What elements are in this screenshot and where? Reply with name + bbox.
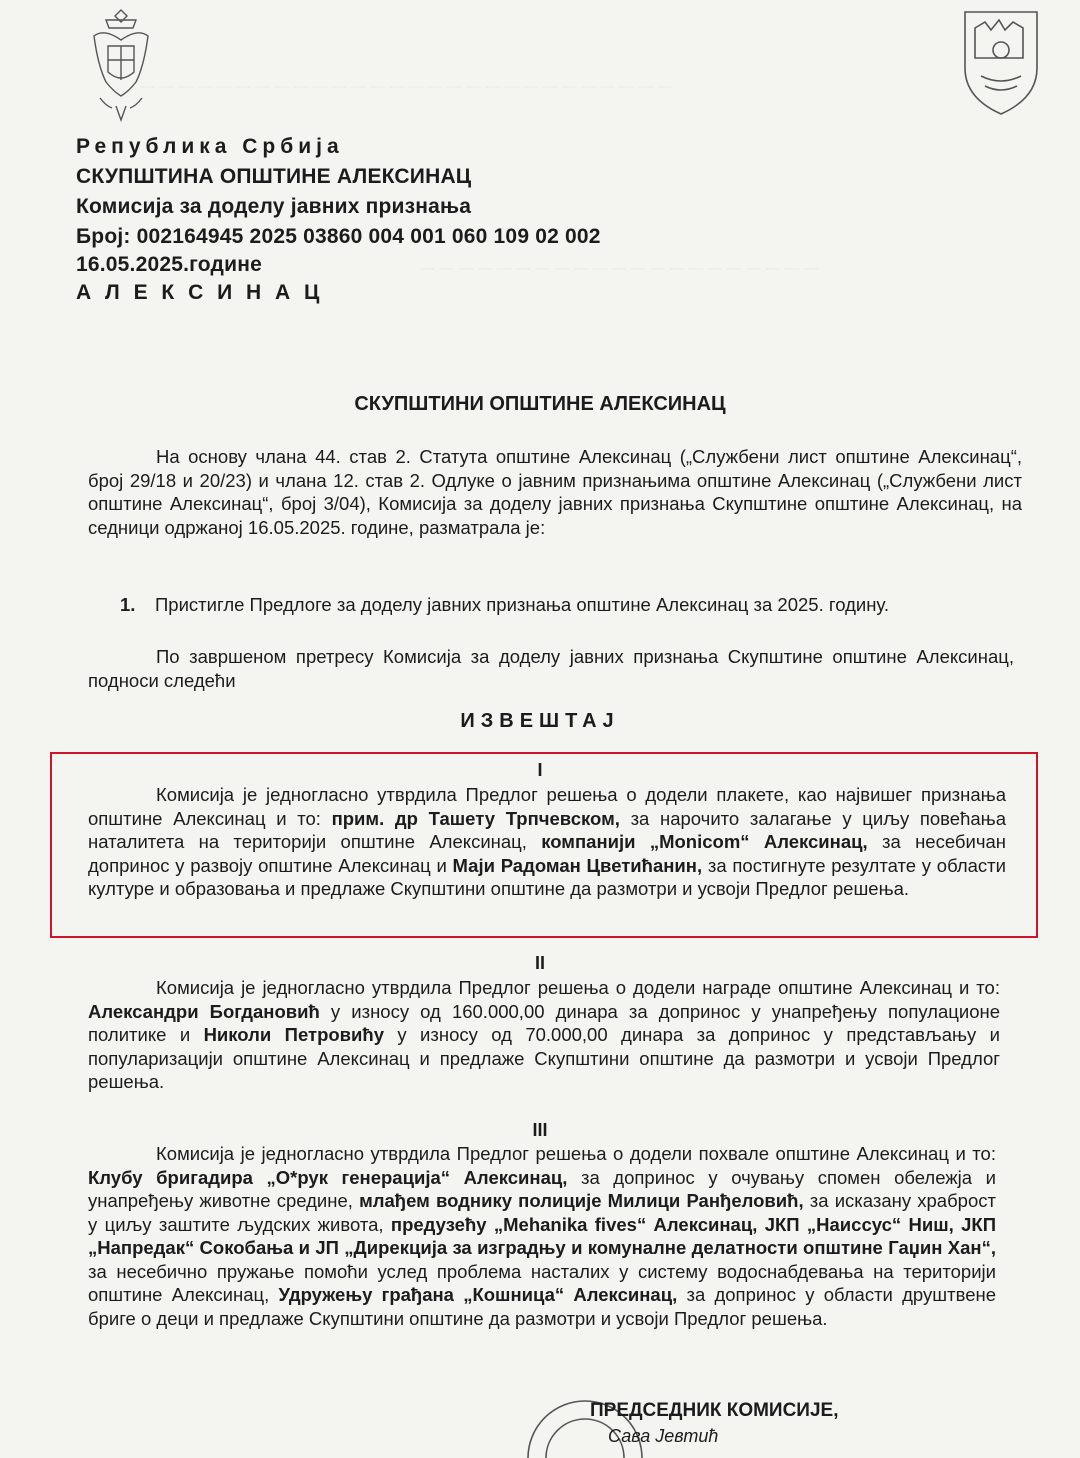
list-item-number: 1. bbox=[120, 594, 136, 615]
after-debate-text: По завршеном претресу Комисија за доделу јавних признања Скупштине општине Алексинац, подноси следећи bbox=[88, 646, 1014, 691]
awardee-name: компанији „Monicom“ Алексинац, bbox=[541, 831, 868, 852]
list-item-text: Пристигле Предлоге за доделу јавних признања општине Алексинац за 2025. годину. bbox=[155, 594, 889, 615]
awardee-name: Николи Петровићу bbox=[203, 1024, 385, 1045]
section-3-paragraph bbox=[88, 1142, 996, 1330]
header-country: Република Србија bbox=[76, 135, 344, 158]
awardee-name: прим. др Ташету Трпчевском, bbox=[331, 807, 620, 829]
awardee-name: Клубу бригадира „О*рук генерација“ Алексинац, bbox=[88, 1166, 568, 1188]
section-1-text: Комисија је једногласно утврдила Предлог решења о додели плакете, као највишег признања општине Алексинац и то: bbox=[88, 784, 1006, 829]
section-1-text: за несебичан допринос у развоју општине Алексинац и bbox=[88, 831, 1006, 876]
section-2-text: Комисија је једногласно утврдила Предлог решења о додели награде општине Алексинац и то: bbox=[156, 977, 1000, 998]
section-numeral: III bbox=[532, 1120, 548, 1140]
section-1-paragraph bbox=[88, 783, 1006, 901]
awardee-name: Маји Радоман Цветићанин, bbox=[452, 854, 703, 876]
section-1-text: за постигнуте резултате у области културе и образовања и предлаже Скупштини општине да размотри и усвоји Предлог решења. bbox=[88, 854, 1006, 899]
header-date: 16.05.2025.године bbox=[76, 253, 262, 276]
section-3-text: за несебично пружање помоћи услед проблема насталих у систему водоснабдевања на територији општине Алексинац, bbox=[88, 1260, 996, 1305]
section-2-text: у износу од 70.000,00 динара за допринос у представљању и популаризацији општине Алексинац и предлаже Скупштини општине да размотри и усвоји Предлог решења. bbox=[88, 1024, 1000, 1092]
show-through-text: — — — — — — — — — — — — — — — — — — — — — bbox=[420, 260, 819, 277]
report-title: ИЗВЕШТАЈ bbox=[460, 710, 620, 732]
signature-name: Сава Јевтић bbox=[608, 1426, 719, 1446]
header-city: А Л Е К С И Н А Ц bbox=[76, 281, 324, 304]
awardee-name: млађем воднику полиције Милици Ранђеловић, bbox=[359, 1190, 804, 1211]
coat-of-arms-icon bbox=[86, 6, 156, 126]
intro-paragraph bbox=[88, 445, 1022, 539]
section-2-paragraph bbox=[88, 976, 1000, 1094]
section-2-text: у износу од 160.000,00 динара за допринос у унапређењу популационе политике и bbox=[88, 1000, 1000, 1045]
show-through-text: — — — — — — — — — — — — — — — — — — — — — — — — — — — — bbox=[140, 78, 673, 95]
awardee-name: Удружењу грађана „Кошница“ Алексинац, bbox=[278, 1284, 678, 1305]
header-number: Број: 002164945 2025 03860 004 001 060 109 02 002 bbox=[76, 225, 601, 248]
municipal-emblem-icon bbox=[955, 6, 1047, 118]
section-3-text: за исказану храброст у циљу заштите људских живота, bbox=[88, 1190, 996, 1235]
section-numeral: I bbox=[537, 760, 543, 780]
after-debate-paragraph bbox=[88, 645, 1014, 692]
awardee-name: Александри Богдановић bbox=[88, 1000, 320, 1022]
section-1-text: за нарочито залагање у циљу повећања наталитета на територији општине Алексинац, bbox=[88, 807, 1006, 852]
awardee-name: предузећу „Mehanika fives“ Алексинац, ЈКП „Наиссус“ Ниш, ЈКП „Напредак“ Сокобања и ЈП „Дирекција за изградњу и комуналне делатности општине Гаџин Хан“, bbox=[88, 1213, 996, 1258]
intro-text: На основу члана 44. став 2. Статута општине Алексинац („Службени лист општине Алексинац“, број 29/18 и 20/23) и члана 12. став 2. Одлуке о јавним признањима општине Алексинац („Службени лист општине Алексинац“, број 3/04), Комисија за доделу јавних признања Скупштине општине Алексинац, на седници одржаној 16.05.2025. године, разматрала је: bbox=[88, 446, 1022, 538]
header-commission: Комисија за доделу јавних признања bbox=[76, 195, 472, 218]
signature-title: ПРЕДСЕДНИК КОМИСИЈЕ, bbox=[590, 1400, 839, 1421]
section-3-text: за допринос у области друштвене бриге о деци и предлаже Скупштини општине да размотри и усвоји Предлог решења. bbox=[88, 1284, 996, 1329]
section-numeral: II bbox=[534, 953, 545, 973]
header-assembly: СКУПШТИНА ОПШТИНЕ АЛЕКСИНАЦ bbox=[76, 165, 472, 188]
section-3-text: за допринос у очувању спомен обележја и унапређењу животне средине, bbox=[88, 1166, 996, 1211]
recipient-title: СКУПШТИНИ ОПШТИНЕ АЛЕКСИНАЦ bbox=[354, 393, 726, 415]
section-3-text: Комисија је једногласно утврдила Предлог решења о додели похвале општине Алексинац и то: bbox=[156, 1143, 996, 1164]
